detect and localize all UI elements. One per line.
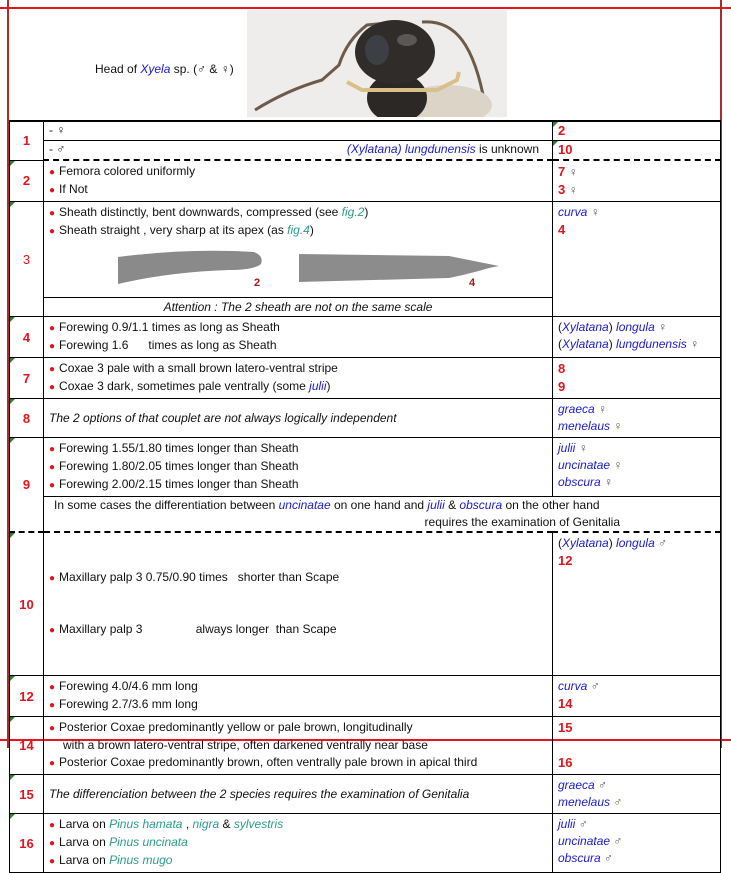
comment-marker-icon	[10, 438, 15, 443]
couplet-4-options	[44, 317, 553, 358]
option-a-continued: with a brown latero-ventral stripe, often darkened ventrally near base	[63, 738, 428, 752]
couplet-9-note-line2: requires the examination of Genitalia	[424, 515, 620, 529]
couplet-number: 1	[10, 121, 44, 160]
result-link[interactable]: 9	[558, 379, 566, 394]
bullet-icon: ●	[49, 341, 56, 352]
couplet-16-options	[44, 814, 553, 873]
couplet-1-result-b[interactable]	[553, 141, 721, 161]
couplet-7-row	[10, 358, 721, 399]
species-link[interactable]: longula	[616, 536, 655, 550]
head-caption	[95, 62, 234, 76]
couplet-12-results[interactable]	[553, 676, 721, 717]
couplet-15-results[interactable]	[553, 775, 721, 814]
species-link[interactable]: obscura	[558, 475, 601, 489]
male-symbol: ♂	[598, 778, 608, 792]
couplet-16-results[interactable]	[553, 814, 721, 873]
species-link[interactable]: menelaus	[558, 795, 611, 809]
couplet-2-row	[10, 160, 721, 202]
couplet-number: 8	[10, 399, 44, 438]
caption-suffix: sp. (♂ & ♀)	[170, 62, 234, 76]
couplet-14-results[interactable]	[553, 717, 721, 775]
comment-marker-icon	[10, 533, 15, 538]
female-symbol: ♀	[613, 419, 623, 433]
plant-name: Pinus uncinata	[109, 835, 188, 849]
bullet-icon: ●	[49, 856, 56, 867]
couplet-1-option-a: - ♀	[44, 121, 553, 141]
couplet-number: 16	[10, 814, 44, 873]
couplet-14-options	[44, 717, 553, 775]
bullet-icon: ●	[49, 700, 56, 711]
bullet-icon: ●	[49, 444, 56, 455]
genus-name: Xylatana	[562, 337, 609, 351]
male-symbol: ♂	[590, 679, 600, 693]
couplet-3-note: Attention : The 2 sheath are not on the same scale	[44, 298, 553, 317]
bullet-icon: ●	[49, 838, 56, 849]
couplet-number: 12	[10, 676, 44, 717]
couplet-2-results[interactable]	[553, 160, 721, 202]
couplet-15-text: The differenciation between the 2 species requires the examination of Genitalia	[44, 775, 553, 814]
caption-genus: Xyela	[140, 62, 171, 76]
couplet-number: 14	[10, 717, 44, 775]
comment-marker-icon	[10, 202, 15, 207]
bullet-icon: ●	[49, 682, 56, 693]
result-link[interactable]: 8	[558, 361, 566, 376]
species-link[interactable]: graeca	[558, 778, 595, 792]
species-link[interactable]: curva	[558, 205, 588, 219]
option-b: ● Coxae 3 dark, sometimes pale ventrally (some julii)	[49, 379, 331, 393]
comment-marker-icon	[10, 317, 15, 322]
couplet-9-options	[44, 438, 553, 497]
couplet-15-row	[10, 775, 721, 814]
species-name: (Xylatana) lungdunensis	[346, 142, 476, 156]
genus-name: Xylatana	[562, 536, 609, 550]
couplet-1-row-b	[10, 141, 721, 161]
bullet-icon: ●	[49, 820, 56, 831]
plant-name: Pinus hamata	[109, 817, 183, 831]
species-name: obscura	[459, 498, 503, 512]
result-link[interactable]: 3	[558, 182, 566, 197]
option-a: ● Maxillary palp 3 0.75/0.90 times shorter than Scape	[49, 570, 340, 584]
fig2-label: 2	[254, 277, 261, 289]
bullet-icon: ●	[49, 723, 56, 734]
sheath-figure-2	[118, 251, 262, 289]
result-link[interactable]: 10	[558, 142, 573, 157]
comment-marker-icon	[10, 399, 15, 404]
couplet-4-row	[10, 317, 721, 358]
bullet-icon: ●	[49, 758, 56, 769]
result-link[interactable]: 12	[558, 553, 573, 568]
comment-marker-icon	[10, 358, 15, 363]
species-link[interactable]: curva	[558, 679, 588, 693]
result-link[interactable]: 16	[558, 755, 573, 770]
bullet-icon: ●	[49, 185, 56, 196]
bullet-icon: ●	[49, 462, 56, 473]
female-symbol: ♀	[658, 320, 668, 334]
couplet-number: 15	[10, 775, 44, 814]
male-symbol: ♂	[604, 851, 614, 865]
option-a: ● Femora colored uniformly	[49, 164, 196, 178]
option-c: ● Forewing 2.00/2.15 times longer than Sheath	[49, 477, 299, 491]
species-name: julii	[309, 379, 327, 393]
option-c: ● Larva on Pinus mugo	[49, 853, 173, 867]
couplet-number: 7	[10, 358, 44, 399]
species-link[interactable]: menelaus	[558, 419, 611, 433]
couplet-9-note-row	[10, 497, 721, 533]
couplet-7-options	[44, 358, 553, 399]
bullet-icon: ●	[49, 208, 56, 219]
caption-prefix: Head of	[95, 62, 141, 76]
species-link[interactable]: obscura	[558, 851, 601, 865]
bullet-icon: ●	[49, 625, 56, 636]
result-link[interactable]: 2	[558, 123, 566, 138]
couplet-10-options	[44, 532, 553, 676]
couplet-1-row-a	[10, 121, 721, 141]
male-symbol: ♂	[613, 795, 623, 809]
couplet-number: 2	[10, 160, 44, 202]
couplet-7-results[interactable]	[553, 358, 721, 399]
couplet-1-result-a[interactable]	[553, 121, 721, 141]
male-symbol: ♂	[658, 536, 668, 550]
couplet-number: 9	[10, 438, 44, 533]
species-link[interactable]: uncinatae	[558, 458, 611, 472]
result-link[interactable]: 14	[558, 696, 573, 711]
couplet-9-results[interactable]	[553, 438, 721, 497]
couplet-10-row	[10, 532, 721, 676]
couplet-9-note: In some cases the differentiation between uncinatae on one hand and julii & obscura on the other hand requires the examination of Genitalia	[44, 497, 721, 533]
female-symbol: ♀	[578, 441, 588, 455]
species-link[interactable]: uncinatae	[558, 834, 611, 848]
bullet-icon: ●	[49, 382, 56, 393]
species-link[interactable]: graeca	[558, 402, 595, 416]
couplet-number: 3	[10, 202, 44, 317]
couplet-3-options	[44, 202, 553, 298]
plant-name: sylvestris	[233, 817, 284, 831]
species-link[interactable]: julii	[558, 441, 576, 455]
result-link[interactable]: 15	[558, 720, 573, 735]
couplet-8-results[interactable]	[553, 399, 721, 438]
female-symbol: ♀	[613, 458, 623, 472]
fig4-label: 4	[469, 277, 476, 289]
sheath-figures	[49, 240, 547, 295]
couplet-8-row	[10, 399, 721, 438]
option-b: ● Forewing 2.7/3.6 mm long	[49, 697, 198, 711]
male-symbol: ♂	[578, 817, 588, 831]
sheath-figure-4	[299, 254, 499, 289]
option-a: ● Larva on Pinus hamata , nigra & sylvestris	[49, 817, 284, 831]
female-symbol: ♀	[590, 205, 600, 219]
bullet-icon: ●	[49, 364, 56, 375]
female-symbol: ♀	[690, 337, 700, 351]
couplet-number: 4	[10, 317, 44, 358]
bullet-icon: ●	[49, 226, 56, 237]
option-a: ● Forewing 4.0/4.6 mm long	[49, 679, 198, 693]
comment-marker-icon	[10, 161, 15, 166]
option-b-suffix: is unknown	[475, 142, 539, 156]
couplet-number: 10	[10, 532, 44, 676]
option-a: ● Posterior Coxae predominantly yellow or pale brown, longitudinally	[49, 720, 413, 734]
header	[9, 10, 720, 120]
species-link[interactable]: julii	[558, 817, 576, 831]
option-a: ● Sheath distinctly, bent downwards, compressed (see fig.2)	[49, 205, 369, 219]
option-b: ● Forewing 1.6 times as long as Sheath	[49, 338, 277, 352]
option-b: ● Maxillary palp 3 always longer than Scape	[49, 622, 337, 636]
option-a: ● Coxae 3 pale with a small brown latero-ventral stripe	[49, 361, 338, 375]
comment-marker-icon	[10, 775, 15, 780]
couplet-9-row	[10, 438, 721, 497]
result-link[interactable]: 4	[558, 222, 566, 237]
option-b: ● Larva on Pinus uncinata	[49, 835, 188, 849]
identification-key-table	[9, 120, 721, 873]
fig-link[interactable]: fig.2	[341, 205, 365, 219]
option-b: ● Forewing 1.80/2.05 times longer than Sheath	[49, 459, 299, 473]
bullet-icon: ●	[49, 167, 56, 178]
option-a: ● Forewing 0.9/1.1 times as long as Sheath	[49, 320, 280, 334]
male-symbol: ♂	[613, 834, 623, 848]
xyela-head-photo	[247, 10, 507, 117]
option-a: ● Forewing 1.55/1.80 times longer than Sheath	[49, 441, 299, 455]
comment-marker-icon	[10, 814, 15, 819]
frame-top-line	[0, 7, 731, 9]
fig-link[interactable]: fig.4	[287, 223, 310, 237]
species-link[interactable]: longula	[616, 320, 655, 334]
plant-name: nigra	[192, 817, 220, 831]
bullet-icon: ●	[49, 323, 56, 334]
female-symbol: ♀	[598, 402, 608, 416]
couplet-12-row	[10, 676, 721, 717]
species-name: uncinatae	[278, 498, 331, 512]
couplet-3-row	[10, 202, 721, 298]
couplet-4-results[interactable]: (Xylatana) longula ♀ (Xylatana) lungdunensis ♀	[553, 317, 721, 358]
option-b: ● Posterior Coxae predominantly brown, often ventrally pale brown in apical third	[49, 755, 478, 769]
female-symbol: ♀	[568, 165, 578, 179]
comment-marker-icon	[10, 676, 15, 681]
plant-name: Pinus mugo	[109, 853, 173, 867]
couplet-12-options	[44, 676, 553, 717]
couplet-10-results[interactable]: (Xylatana) longula ♂ 12	[553, 532, 721, 676]
species-name: julii	[427, 498, 445, 512]
couplet-3-results[interactable]	[553, 202, 721, 317]
bullet-icon: ●	[49, 573, 56, 584]
couplet-16-row	[10, 814, 721, 873]
comment-marker-icon	[553, 122, 558, 127]
comment-marker-icon	[553, 141, 558, 146]
option-b: ● Sheath straight , very sharp at its apex (as fig.4)	[49, 223, 314, 237]
couplet-2-options	[44, 160, 553, 202]
female-symbol: ♀	[568, 183, 578, 197]
female-symbol: ♀	[604, 475, 614, 489]
species-link[interactable]: lungdunensis	[616, 337, 687, 351]
bullet-icon: ●	[49, 480, 56, 491]
comment-marker-icon	[10, 717, 15, 722]
result-link[interactable]: 7	[558, 164, 566, 179]
option-b-text: - ♂	[49, 142, 66, 156]
couplet-8-text: The 2 options of that couplet are not always logically independent	[44, 399, 553, 438]
option-b: ● If Not	[49, 182, 88, 196]
couplet-14-row	[10, 717, 721, 775]
genus-name: Xylatana	[562, 320, 609, 334]
couplet-1-option-b	[44, 141, 553, 161]
